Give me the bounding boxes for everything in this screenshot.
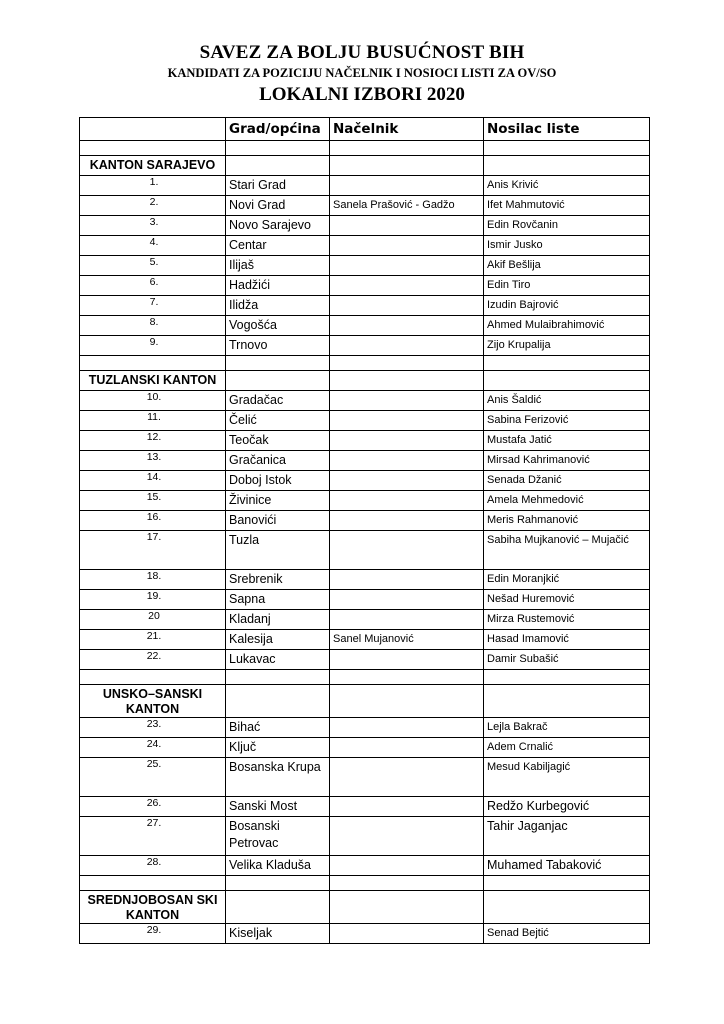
empty-cell	[330, 371, 484, 391]
mayor-candidate	[330, 610, 484, 630]
city-name: Novo Sarajevo	[226, 216, 330, 236]
city-name: Hadžići	[226, 276, 330, 296]
header-cell-empty	[80, 118, 226, 141]
row-number: 23.	[80, 718, 226, 738]
list-leader: Hasad Imamović	[484, 630, 650, 650]
table-row	[80, 411, 650, 431]
table-row	[80, 797, 650, 817]
spacer-row	[80, 356, 650, 371]
table-row	[80, 758, 650, 797]
row-number: 6.	[80, 276, 226, 296]
table-row	[80, 570, 650, 590]
table-row	[80, 471, 650, 491]
empty-cell	[330, 670, 484, 685]
empty-cell	[484, 670, 650, 685]
empty-cell	[226, 685, 330, 718]
canton-row	[80, 685, 650, 718]
city-name: Bihać	[226, 718, 330, 738]
city-name: Srebrenik	[226, 570, 330, 590]
row-number: 12.	[80, 431, 226, 451]
row-number: 8.	[80, 316, 226, 336]
mayor-candidate	[330, 296, 484, 316]
row-number: 11.	[80, 411, 226, 431]
list-leader: Amela Mehmedović	[484, 491, 650, 511]
empty-cell	[80, 876, 226, 891]
city-name: Lukavac	[226, 650, 330, 670]
city-name: Ilijaš	[226, 256, 330, 276]
city-name: Banovići	[226, 511, 330, 531]
row-number: 9.	[80, 336, 226, 356]
list-leader: Sabiha Mujkanović – Mujačić	[484, 531, 650, 570]
table-header-row	[80, 118, 650, 141]
table-row	[80, 590, 650, 610]
list-leader: Izudin Bajrović	[484, 296, 650, 316]
table-row	[80, 216, 650, 236]
empty-cell	[330, 141, 484, 156]
spacer-row	[80, 876, 650, 891]
mayor-candidate	[330, 817, 484, 856]
table-row	[80, 276, 650, 296]
city-name: Novi Grad	[226, 196, 330, 216]
city-name: Bosanska Krupa	[226, 758, 330, 797]
mayor-candidate	[330, 216, 484, 236]
row-number: 7.	[80, 296, 226, 316]
empty-cell	[330, 685, 484, 718]
city-name: Ključ	[226, 738, 330, 758]
mayor-candidate	[330, 738, 484, 758]
empty-cell	[226, 876, 330, 891]
list-leader: Damir Subašić	[484, 650, 650, 670]
canton-name: UNSKO–SANSKI KANTON	[80, 685, 226, 718]
list-leader: Redžo Kurbegović	[484, 797, 650, 817]
empty-cell	[484, 876, 650, 891]
city-name: Teočak	[226, 431, 330, 451]
empty-cell	[226, 371, 330, 391]
city-name: Stari Grad	[226, 176, 330, 196]
city-name: Kalesija	[226, 630, 330, 650]
row-number: 25.	[80, 758, 226, 797]
mayor-candidate	[330, 856, 484, 876]
city-name: Centar	[226, 236, 330, 256]
city-name: Sanski Most	[226, 797, 330, 817]
list-leader: Mesud Kabiljagić	[484, 758, 650, 797]
empty-cell	[330, 876, 484, 891]
table-row	[80, 336, 650, 356]
row-number: 5.	[80, 256, 226, 276]
row-number: 19.	[80, 590, 226, 610]
empty-cell	[484, 156, 650, 176]
table-row	[80, 491, 650, 511]
header-mayor: Načelnik	[330, 118, 484, 141]
table-row	[80, 391, 650, 411]
canton-row	[80, 156, 650, 176]
list-leader: Sabina Ferizović	[484, 411, 650, 431]
empty-cell	[226, 156, 330, 176]
table-row	[80, 176, 650, 196]
canton-name: SREDNJOBOSAN SKI KANTON	[80, 891, 226, 924]
spacer-row	[80, 670, 650, 685]
row-number: 3.	[80, 216, 226, 236]
city-name: Kiseljak	[226, 924, 330, 944]
list-leader: Anis Šaldić	[484, 391, 650, 411]
mayor-candidate	[330, 451, 484, 471]
empty-cell	[484, 891, 650, 924]
table-row	[80, 296, 650, 316]
city-name: Bosanski Petrovac	[226, 817, 330, 856]
list-leader: Nešad Huremović	[484, 590, 650, 610]
mayor-candidate	[330, 511, 484, 531]
list-leader: Ismir Jusko	[484, 236, 650, 256]
city-name: Gradačac	[226, 391, 330, 411]
mayor-candidate	[330, 431, 484, 451]
list-leader: Meris Rahmanović	[484, 511, 650, 531]
city-name: Vogošća	[226, 316, 330, 336]
mayor-candidate	[330, 718, 484, 738]
list-leader: Mustafa Jatić	[484, 431, 650, 451]
list-leader: Mirsad Kahrimanović	[484, 451, 650, 471]
row-number: 13.	[80, 451, 226, 471]
row-number: 28.	[80, 856, 226, 876]
mayor-candidate	[330, 650, 484, 670]
city-name: Čelić	[226, 411, 330, 431]
table-row	[80, 650, 650, 670]
list-leader: Akif Bešlija	[484, 256, 650, 276]
city-name: Živinice	[226, 491, 330, 511]
table-row	[80, 196, 650, 216]
canton-row	[80, 371, 650, 391]
table-row	[80, 924, 650, 944]
mayor-candidate	[330, 316, 484, 336]
mayor-candidate	[330, 924, 484, 944]
row-number: 26.	[80, 797, 226, 817]
row-number: 16.	[80, 511, 226, 531]
empty-cell	[80, 670, 226, 685]
mayor-candidate	[330, 797, 484, 817]
canton-name: TUZLANSKI KANTON	[80, 371, 226, 391]
mayor-candidate	[330, 758, 484, 797]
row-number: 2.	[80, 196, 226, 216]
empty-cell	[330, 156, 484, 176]
mayor-candidate	[330, 531, 484, 570]
empty-cell	[226, 891, 330, 924]
document-subtitle: KANDIDATI ZA POZICIJU NAČELNIK I NOSIOCI LISTI ZA OV/SO	[167, 66, 557, 80]
list-leader: Mirza Rustemović	[484, 610, 650, 630]
row-number: 20	[80, 610, 226, 630]
list-leader: Adem Crnalić	[484, 738, 650, 758]
row-number: 27.	[80, 817, 226, 856]
row-number: 17.	[80, 531, 226, 570]
mayor-candidate: Sanela Prašović - Gadžo	[330, 196, 484, 216]
mayor-candidate	[330, 491, 484, 511]
election-title: LOKALNI IZBORI 2020	[259, 84, 465, 105]
empty-cell	[484, 141, 650, 156]
row-number: 10.	[80, 391, 226, 411]
city-name: Sapna	[226, 590, 330, 610]
list-leader: Ifet Mahmutović	[484, 196, 650, 216]
empty-cell	[80, 356, 226, 371]
table-row	[80, 431, 650, 451]
list-leader: Edin Rovčanin	[484, 216, 650, 236]
canton-name: KANTON SARAJEVO	[80, 156, 226, 176]
document-title: SAVEZ ZA BOLJU BUSUĆNOST BIH	[199, 42, 525, 63]
table-row	[80, 738, 650, 758]
candidates-table	[79, 117, 650, 944]
row-number: 18.	[80, 570, 226, 590]
list-leader: Anis Krivić	[484, 176, 650, 196]
empty-cell	[484, 356, 650, 371]
mayor-candidate	[330, 176, 484, 196]
mayor-candidate	[330, 276, 484, 296]
list-leader: Senad Bejtić	[484, 924, 650, 944]
city-name: Ilidža	[226, 296, 330, 316]
table-row	[80, 630, 650, 650]
empty-cell	[330, 356, 484, 371]
table-row	[80, 718, 650, 738]
spacer-row	[80, 141, 650, 156]
table-row	[80, 511, 650, 531]
city-name: Tuzla	[226, 531, 330, 570]
list-leader: Lejla Bakrač	[484, 718, 650, 738]
table-row	[80, 316, 650, 336]
list-leader: Edin Moranjkić	[484, 570, 650, 590]
row-number: 22.	[80, 650, 226, 670]
empty-cell	[330, 891, 484, 924]
table-row	[80, 817, 650, 856]
list-leader: Senada Džanić	[484, 471, 650, 491]
empty-cell	[80, 141, 226, 156]
row-number: 15.	[80, 491, 226, 511]
row-number: 4.	[80, 236, 226, 256]
city-name: Doboj Istok	[226, 471, 330, 491]
empty-cell	[484, 371, 650, 391]
row-number: 14.	[80, 471, 226, 491]
city-name: Velika Kladuša	[226, 856, 330, 876]
mayor-candidate	[330, 336, 484, 356]
mayor-candidate	[330, 256, 484, 276]
empty-cell	[226, 141, 330, 156]
list-leader: Tahir Jaganjac	[484, 817, 650, 856]
mayor-candidate	[330, 236, 484, 256]
mayor-candidate	[330, 411, 484, 431]
empty-cell	[226, 356, 330, 371]
row-number: 21.	[80, 630, 226, 650]
mayor-candidate	[330, 590, 484, 610]
city-name: Gračanica	[226, 451, 330, 471]
mayor-candidate	[330, 570, 484, 590]
header-leader: Nosilac liste	[484, 118, 650, 141]
row-number: 29.	[80, 924, 226, 944]
table-row	[80, 531, 650, 570]
list-leader: Muhamed Tabaković	[484, 856, 650, 876]
header-city: Grad/općina	[226, 118, 330, 141]
empty-cell	[226, 670, 330, 685]
mayor-candidate	[330, 391, 484, 411]
list-leader: Zijo Krupalija	[484, 336, 650, 356]
table-row	[80, 256, 650, 276]
mayor-candidate: Sanel Mujanović	[330, 630, 484, 650]
table-row	[80, 610, 650, 630]
empty-cell	[484, 685, 650, 718]
city-name: Trnovo	[226, 336, 330, 356]
row-number: 24.	[80, 738, 226, 758]
canton-row	[80, 891, 650, 924]
table-row	[80, 856, 650, 876]
mayor-candidate	[330, 471, 484, 491]
list-leader: Edin Tiro	[484, 276, 650, 296]
table-row	[80, 236, 650, 256]
table-row	[80, 451, 650, 471]
row-number: 1.	[80, 176, 226, 196]
list-leader: Ahmed Mulaibrahimović	[484, 316, 650, 336]
city-name: Kladanj	[226, 610, 330, 630]
